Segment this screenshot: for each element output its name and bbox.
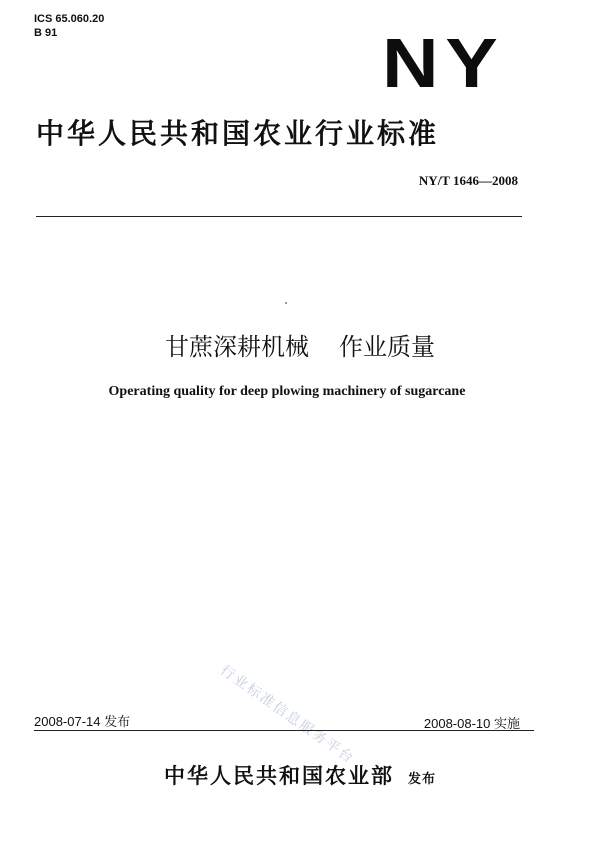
document-title-english: Operating quality for deep plowing machinery of sugarcane xyxy=(108,384,466,399)
ny-logo: NY xyxy=(382,24,505,102)
watermark: 行业标准信息服务平台 xyxy=(217,662,358,768)
publisher-suffix: 发布 xyxy=(407,772,436,787)
title-main: 甘蔗深耕机械 xyxy=(165,333,309,361)
ics-code: ICS 65.060.20 xyxy=(34,13,105,25)
publisher xyxy=(0,760,600,790)
title-sub: 作业质量 xyxy=(339,333,435,361)
top-divider xyxy=(36,216,522,217)
ccs-code: B 91 xyxy=(34,27,58,39)
implementation-date: 2008-08-10 实施 xyxy=(423,716,520,731)
classification-codes xyxy=(34,12,104,40)
document-title-chinese xyxy=(0,330,600,364)
bottom-divider xyxy=(34,730,534,731)
issue-date: 2008-07-14 发布 xyxy=(34,714,131,729)
standard-number: NY/T 1646—2008 xyxy=(418,173,518,188)
scan-speck xyxy=(285,302,287,304)
publisher-name: 中华人民共和国农业部 xyxy=(163,764,394,788)
standard-title: 中华人民共和国农业行业标准 xyxy=(36,117,440,150)
